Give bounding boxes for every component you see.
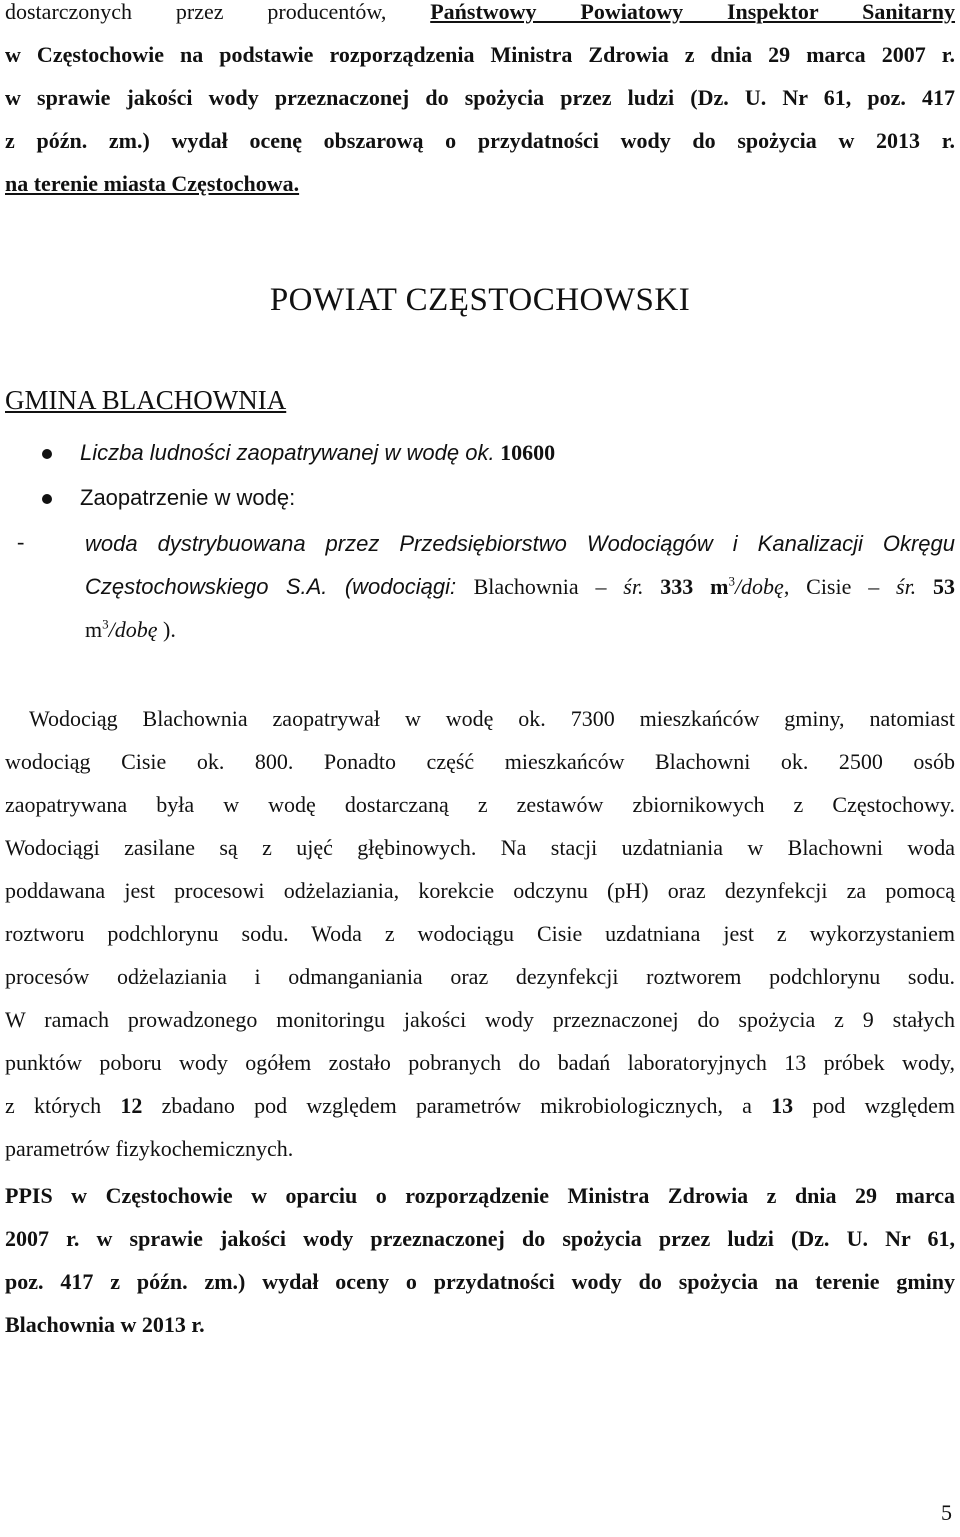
- bullet-dot-icon: [42, 494, 52, 504]
- intro-paragraph: [5, 0, 955, 205]
- supply-line-3: $m^3$/dobę ).: [85, 616, 176, 642]
- intro-line-3: w sprawie jakości wody przeznaczonej do spożycia przez ludzi (Dz. U. Nr 61, poz. 417: [5, 85, 955, 110]
- main-line-4: Wodociągi zasilane są z ujęć głębinowych. Na stacji uzdatniania w Blachowni woda: [5, 835, 955, 860]
- main-paragraph: [5, 697, 955, 1170]
- main-line-1: Wodociąg Blachownia zaopatrywał w wodę ok. 7300 mieszkańców gminy, natomiast: [29, 706, 955, 731]
- supply-label: Zaopatrzenie w wodę:: [80, 485, 296, 510]
- list-dash: -: [17, 529, 25, 554]
- intro-line-5: na terenie miasta Częstochowa.: [5, 171, 300, 196]
- main-line-11: parametrów fizykochemicznych.: [5, 1136, 294, 1161]
- inspector-name: Państwowy Powiatowy Inspektor Sanitarny: [430, 0, 956, 24]
- heading-powiat: POWIAT CZĘSTOCHOWSKI: [269, 282, 691, 318]
- supply-line-1: woda dystrybuowana przez Przedsiębiorstwo Wodociągów i Kanalizacji Okręgu: [85, 531, 955, 556]
- supply-line-2: Częstochowskiego S.A. (wodociągi: Blachownia – śr. 333 $m^3$/dobę, Cisie – śr. 53: [85, 573, 956, 599]
- intro-line-4: z późn. zm.) wydał ocenę obszarową o przydatności wody do spożycia w 2013 r.: [5, 128, 955, 153]
- main-line-6: roztworu podchlorynu sodu. Woda z wodociągu Cisie uzdatniana jest z wykorzystaniem: [5, 921, 955, 946]
- page-number: 5: [941, 1500, 952, 1525]
- main-line-3: zaopatrywana była w wodę dostarczaną z zestawów zbiornikowych z Częstochowy.: [5, 792, 955, 817]
- main-line-7: procesów odżelaziania i odmanganiania oraz dezynfekcji roztworem podchlorynu sodu.: [5, 964, 955, 989]
- ppis-line-4: Blachownia w 2013 r.: [5, 1312, 205, 1337]
- main-line-5: poddawana jest procesowi odżelaziania, korekcie odczynu (pH) oraz dezynfekcji za pomocą: [5, 878, 955, 903]
- intro-line-1: dostarczonych przez producentów, Państwowy Powiatowy Inspektor Sanitarny: [5, 0, 956, 24]
- main-line-9: punktów poboru wody ogółem zostało pobranych do badań laboratoryjnych 13 próbek wody,: [5, 1050, 955, 1075]
- intro-line-2: w Częstochowie na podstawie rozporządzenia Ministra Zdrowia z dnia 29 marca 2007 r.: [5, 42, 955, 67]
- ppis-line-1: PPIS w Częstochowie w oparciu o rozporządzenie Ministra Zdrowia z dnia 29 marca: [5, 1183, 955, 1208]
- bullet-dot-icon: [42, 449, 52, 459]
- population-value: 10600: [500, 440, 556, 465]
- main-line-8: W ramach prowadzonego monitoringu jakości wody przeznaczonej do spożycia z 9 stałych: [5, 1007, 955, 1032]
- supply-description: [85, 522, 955, 651]
- ppis-paragraph: [5, 1174, 955, 1346]
- ppis-line-2: 2007 r. w sprawie jakości wody przeznaczonej do spożycia przez ludzi (Dz. U. Nr 61,: [5, 1226, 955, 1251]
- main-line-2: wodociąg Cisie ok. 800. Ponadto część mieszkańców Blachowni ok. 2500 osób: [5, 749, 955, 774]
- ppis-line-3: poz. 417 z późn. zm.) wydał oceny o przydatności wody do spożycia na terenie gminy: [5, 1269, 955, 1294]
- heading-gmina: GMINA BLACHOWNIA: [5, 385, 287, 415]
- main-line-10: z których 12 zbadano pod względem parametrów mikrobiologicznych, a 13 pod względem: [5, 1093, 955, 1118]
- population-label: Liczba ludności zaopatrywanej w wodę ok.: [80, 440, 495, 465]
